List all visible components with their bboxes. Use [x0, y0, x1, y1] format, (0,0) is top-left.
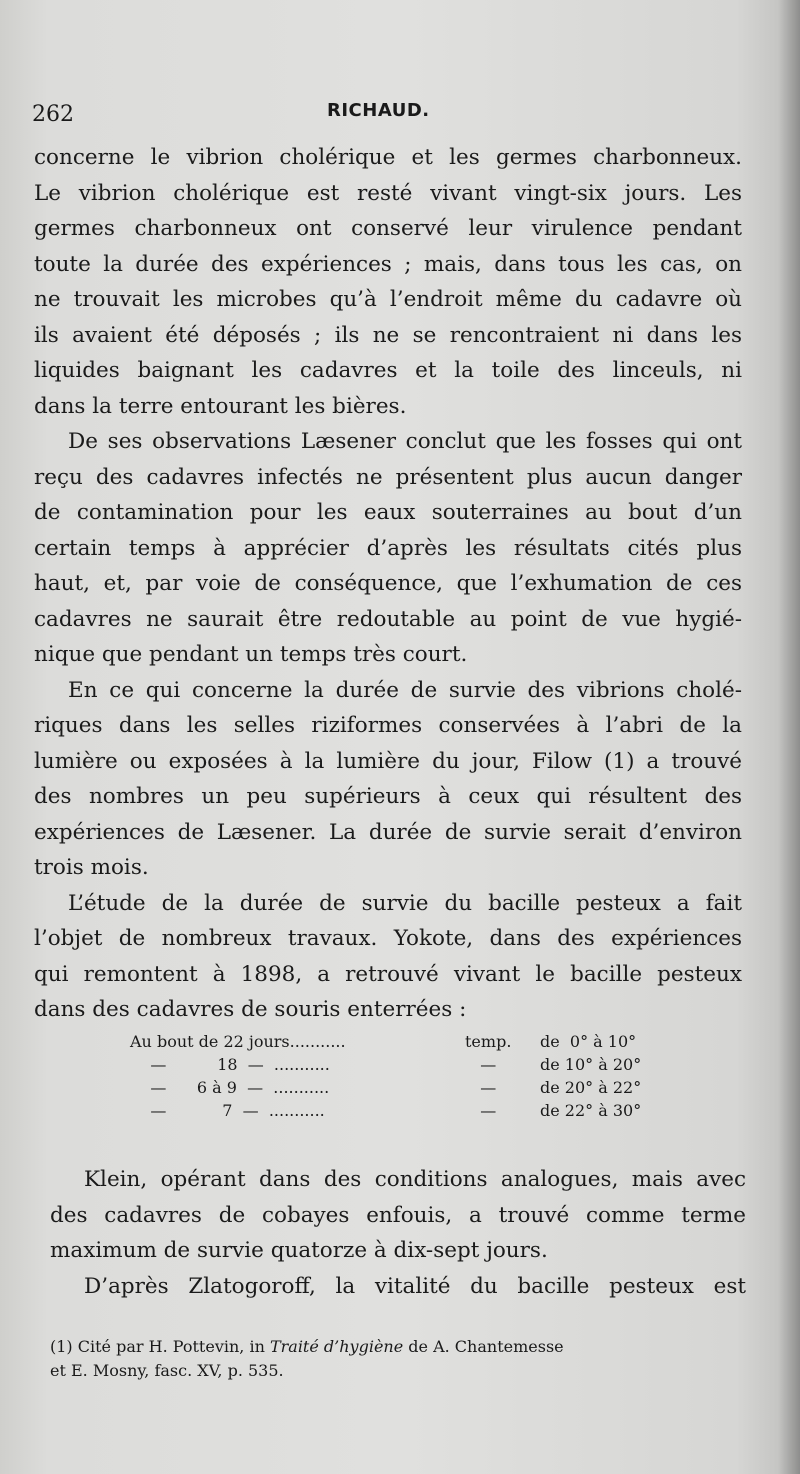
- text-line: En ce qui concerne la durée de survie des vibrions cholé-: [68, 677, 742, 703]
- footnote-book-title: Traité d’hygiène: [269, 1337, 404, 1356]
- text-line: Klein, opérant dans des conditions analogues, mais avec: [84, 1167, 746, 1192]
- text-line: dans la terre entourant les bières.: [34, 393, 407, 419]
- text-line: qui remontent à 1898, a retrouvé vivant le bacille pesteux: [34, 961, 742, 987]
- text-line: certain temps à apprécier d’après les résultats cités plus: [34, 535, 742, 561]
- footnote-suffix: de A. Chantemesse: [403, 1337, 564, 1356]
- table-cell-duration: Au bout de 22 jours...........: [130, 1032, 346, 1051]
- table-cell-temp-range: de 22° à 30°: [540, 1101, 642, 1120]
- text-line: De ses observations Læsener conclut que les fosses qui ont: [68, 429, 742, 454]
- table-cell-duration: — 18 — ...........: [130, 1055, 330, 1074]
- text-line: l’objet de nombreux travaux. Yokote, dans des expériences: [34, 926, 742, 951]
- footnote-prefix: (1) Cité par H. Pottevin, in: [50, 1337, 270, 1356]
- footnote: [50, 1335, 750, 1383]
- text-line: L’étude de la durée de survie du bacille pesteux a fait: [68, 890, 742, 916]
- table-cell-temp-range: de 20° à 22°: [540, 1078, 642, 1097]
- table-cell-temp-label: temp.: [465, 1032, 512, 1051]
- footnote-line: [50, 1335, 750, 1359]
- table-row: [130, 1053, 690, 1076]
- table-cell-temp-label: —: [465, 1078, 497, 1097]
- running-head: RICHAUD.: [327, 100, 430, 121]
- text-line: reçu des cadavres infectés ne présentent plus aucun danger: [34, 464, 742, 490]
- table-row: [130, 1099, 690, 1122]
- body-text: [34, 140, 742, 1028]
- text-line: toute la durée des expériences ; mais, dans tous les cas, on: [34, 251, 742, 277]
- text-line: nique que pendant un temps très court.: [34, 642, 468, 667]
- text-line: lumière ou exposées à la lumière du jour, Filow (1) a trouvé: [34, 748, 742, 774]
- text-line: des cadavres de cobayes enfouis, a trouvé comme terme: [50, 1202, 746, 1228]
- text-line: haut, et, par voie de conséquence, que l’exhumation de ces: [34, 571, 742, 596]
- table-cell-temp-label: —: [465, 1055, 497, 1074]
- text-line: dans des cadavres de souris enterrées :: [34, 997, 467, 1022]
- text-line: germes charbonneux ont conservé leur virulence pendant: [34, 216, 742, 241]
- survival-table: [130, 1030, 690, 1122]
- table-cell-duration: — 7 — ...........: [130, 1101, 325, 1120]
- text-line: D’après Zlatogoroff, la vitalité du bacille pesteux est: [84, 1273, 746, 1299]
- page-header: [32, 96, 732, 130]
- body-text-continued: [50, 1162, 746, 1304]
- table-cell-duration: — 6 à 9 — ...........: [130, 1078, 330, 1097]
- text-line: maximum de survie quatorze à dix-sept jours.: [50, 1238, 548, 1263]
- table-cell-temp-range: de 10° à 20°: [540, 1055, 642, 1074]
- text-line: concerne le vibrion cholérique et les germes charbonneux.: [34, 145, 742, 170]
- text-line: ils avaient été déposés ; ils ne se rencontraient ni dans les: [34, 322, 742, 348]
- text-line: Le vibrion cholérique est resté vivant vingt-six jours. Les: [34, 180, 742, 206]
- text-line: expériences de Læsener. La durée de survie serait d’environ: [34, 819, 742, 845]
- text-line: trois mois.: [34, 855, 149, 880]
- footnote-line: et E. Mosny, fasc. XV, p. 535.: [50, 1361, 284, 1380]
- text-line: ne trouvait les microbes qu’à l’endroit même du cadavre où: [34, 287, 742, 312]
- table-row: [130, 1030, 690, 1053]
- page-number: 262: [32, 102, 74, 127]
- text-line: liquides baignant les cadavres et la toile des linceuls, ni: [34, 358, 742, 383]
- table-row: [130, 1076, 690, 1099]
- table-cell-temp-label: —: [465, 1101, 497, 1120]
- text-line: des nombres un peu supérieurs à ceux qui résultent des: [34, 784, 742, 809]
- text-line: cadavres ne saurait être redoutable au point de vue hygié-: [34, 606, 742, 632]
- text-line: de contamination pour les eaux souterraines au bout d’un: [34, 500, 742, 525]
- text-line: riques dans les selles riziformes conservées à l’abri de la: [34, 713, 742, 738]
- table-cell-temp-range: de 0° à 10°: [540, 1032, 637, 1051]
